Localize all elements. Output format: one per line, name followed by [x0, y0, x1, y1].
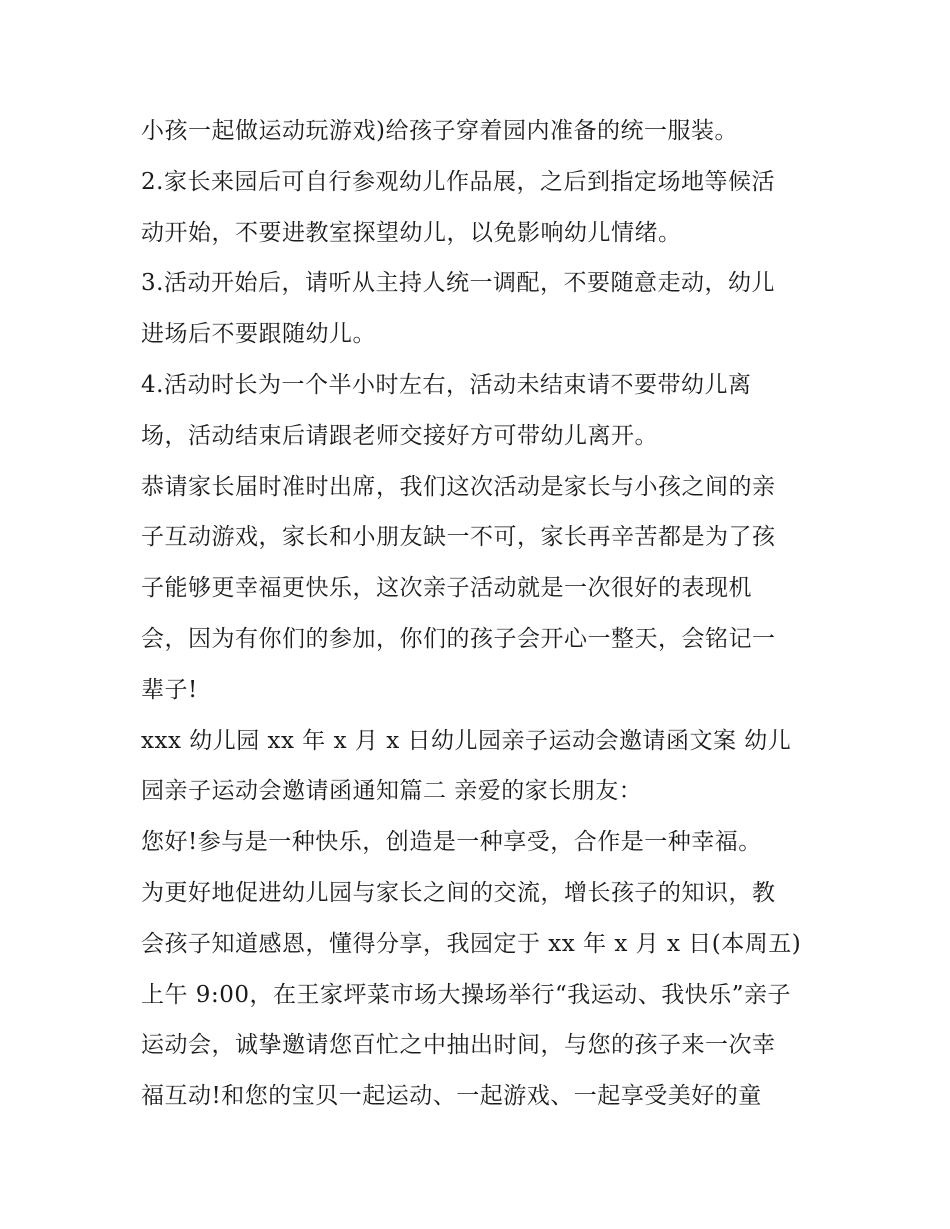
text-line: 上午 9:00，在王家坪菜市场大操场举行“我运动、我快乐”亲子	[141, 981, 791, 1008]
text-line: 运动会，诚挚邀请您百忙之中抽出时间，与您的孩子来一次幸	[141, 1032, 776, 1059]
text-line: 进场后不要跟随幼儿。	[141, 321, 376, 348]
text-line: 动开始，不要进教室探望幼儿，以免影响幼儿情绪。	[141, 219, 682, 246]
text-line: xxx 幼儿园 xx 年 x 月 x 日幼儿园亲子运动会邀请函文案 幼儿	[141, 727, 792, 754]
text-line: 子能够更幸福更快乐，这次亲子活动就是一次很好的表现机	[141, 575, 752, 602]
text-line: 您好!参与是一种快乐，创造是一种享受，合作是一种幸福。	[141, 829, 762, 856]
text-line: 2.家长来园后可自行参观幼儿作品展，之后到指定场地等候活	[141, 168, 775, 195]
text-line: 子互动游戏，家长和小朋友缺一不可，家长再辛苦都是为了孩	[141, 524, 776, 551]
text-line: 3.活动开始后，请听从主持人统一调配，不要随意走动，幼儿	[141, 270, 775, 297]
text-line: 场，活动结束后请跟老师交接好方可带幼儿离开。	[141, 422, 658, 449]
text-line: 为更好地促进幼儿园与家长之间的交流，增长孩子的知识，教	[141, 879, 776, 906]
text-line: 辈子!	[141, 676, 198, 703]
text-line: 园亲子运动会邀请函通知篇二 亲爱的家长朋友：	[141, 778, 643, 805]
text-line: 会孩子知道感恩，懂得分享，我园定于 xx 年 x 月 x 日(本周五)	[141, 930, 802, 957]
document-body-text	[141, 106, 821, 1122]
text-line: 恭请家长届时准时出席，我们这次活动是家长与小孩之间的亲	[141, 473, 776, 500]
text-line: 福互动!和您的宝贝一起运动、一起游戏、一起享受美好的童	[141, 1083, 762, 1110]
text-line: 小孩一起做运动玩游戏)给孩子穿着园内准备的统一服装。	[141, 118, 738, 144]
text-line: 会，因为有你们的参加，你们的孩子会开心一整天，会铭记一	[141, 625, 776, 652]
text-line: 4.活动时长为一个半小时左右，活动未结束请不要带幼儿离	[141, 371, 752, 398]
